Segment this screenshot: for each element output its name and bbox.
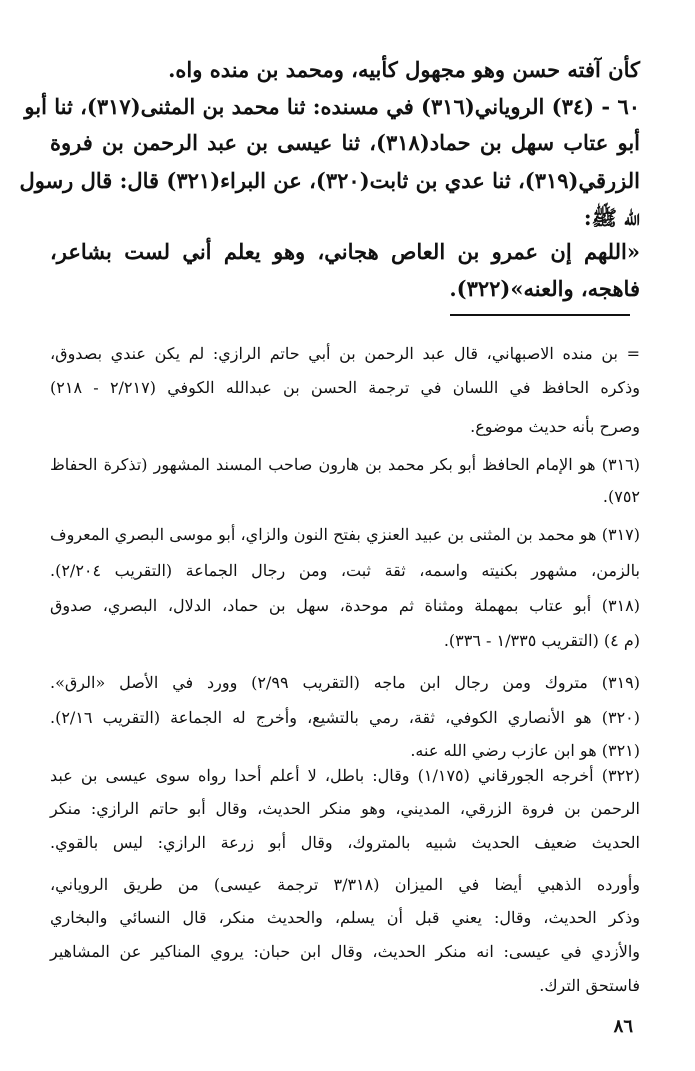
footnote-line: وأورده الذهبي أيضا في الميزان (٣/٣١٨ ترجمة عيسى) من طريق الروياني،: [50, 875, 641, 894]
footnote-line: (٣١٦) هو الإمام الحافظ أبو بكر محمد بن هارون صاحب المسند المشهور (تذكرة الحفاظ: [50, 455, 641, 474]
hadith-text-line-1: «اللهم إن عمرو بن العاص هجاني، وهو يعلم أني لست بشاعر،: [50, 239, 640, 264]
footnote-line: الحديث ضعيف الحديث شبيه بالمتروك، وقال أبو زرعة الرازي: ليس بالقوي.: [50, 833, 640, 852]
footnote-line: الرحمن بن فروة الزرقي، المديني، وهو منكر الحديث، وقال أبو حاتم الرازي: منكر: [50, 799, 640, 818]
footnote-line: فاستحق الترك.: [539, 976, 640, 995]
footnote-line: وصرح بأنه حديث موضوع.: [470, 417, 640, 436]
footnote-line: (٣٢١) هو ابن عازب رضي الله عنه.: [410, 741, 640, 760]
main-text-line-4: الزرقي(٣١٩)، ثنا عدي بن ثابت(٣٢٠)، عن البراء(٣٢١) قال: قال رسول: [19, 168, 640, 193]
page-number: ٨٦: [613, 1016, 633, 1037]
footnote-line: (م ٤) (التقريب ١/٣٣٥ - ٣٣٦).: [443, 631, 640, 650]
footnote-line: وذكره الحافظ في اللسان في ترجمة الحسن بن عبدالله الكوفي (٢/٢١٧ - ٢١٨): [50, 378, 641, 397]
footnote-line: (٣٢٠) هو الأنصاري الكوفي، ثقة، رمي بالتشيع، وأخرج له الجماعة (التقريب ٢/١٦).: [50, 708, 640, 727]
footnote-line: (٣١٧) هو محمد بن المثنى بن عبيد العنزي بفتح النون والزاي، أبو موسى البصري المعروف: [50, 525, 640, 544]
footnote-line: والأزدي في عيسى: انه منكر الحديث، وقال ابن حبان: يروي المناكير عن المشاهير: [50, 942, 640, 961]
footnote-separator: [450, 314, 630, 316]
footnote-line: ٧٥٢).: [602, 487, 640, 506]
main-text-line-1: كأن آفته حسن وهو مجهول كأبيه، ومحمد بن منده واه.: [168, 57, 640, 82]
footnote-line: وذكر الحديث، وقال: يعني قبل أن يسلم، والحديث منكر، قال النسائي والبخاري: [50, 908, 640, 927]
footnote-line: = بن منده الاصبهاني، قال عبد الرحمن بن أبي حاتم الرازي: لم يكن عندي بصدوق،: [50, 344, 640, 363]
hadith-text-line-2: فاهجه، والعنه»(٣٢٢).: [449, 276, 640, 301]
footnote-line: (٣١٨) أبو عتاب بمهملة ومثناة ثم موحدة، سهل بن حماد، الدلال، البصري، صدوق: [50, 596, 640, 615]
main-text-line-2: ٦٠ - (٣٤) الروياني(٣١٦) في مسنده: ثنا محمد بن المثنى(٣١٧)، ثنا أبو: [24, 94, 640, 119]
footnote-line: (٣٢٢) أخرجه الجورقاني (١/١٧٥) وقال: باطل، لا أعلم أحدا رواه سوى عيسى بن عبد: [50, 766, 640, 785]
main-text-line-5: الله ﷺ:: [583, 205, 640, 230]
main-text-line-3: أبو عتاب سهل بن حماد(٣١٨)، ثنا عيسى بن عبد الرحمن بن فروة: [50, 130, 640, 155]
footnote-line: بالزمن، مشهور بكنيته واسمه، ثقة ثبت، ومن رجال الجماعة (التقريب ٢/٢٠٤).: [50, 561, 640, 580]
footnote-line: (٣١٩) متروك ومن رجال ابن ماجه (التقريب ٢/٩٩) وورد في الأصل «الرق».: [50, 673, 641, 692]
